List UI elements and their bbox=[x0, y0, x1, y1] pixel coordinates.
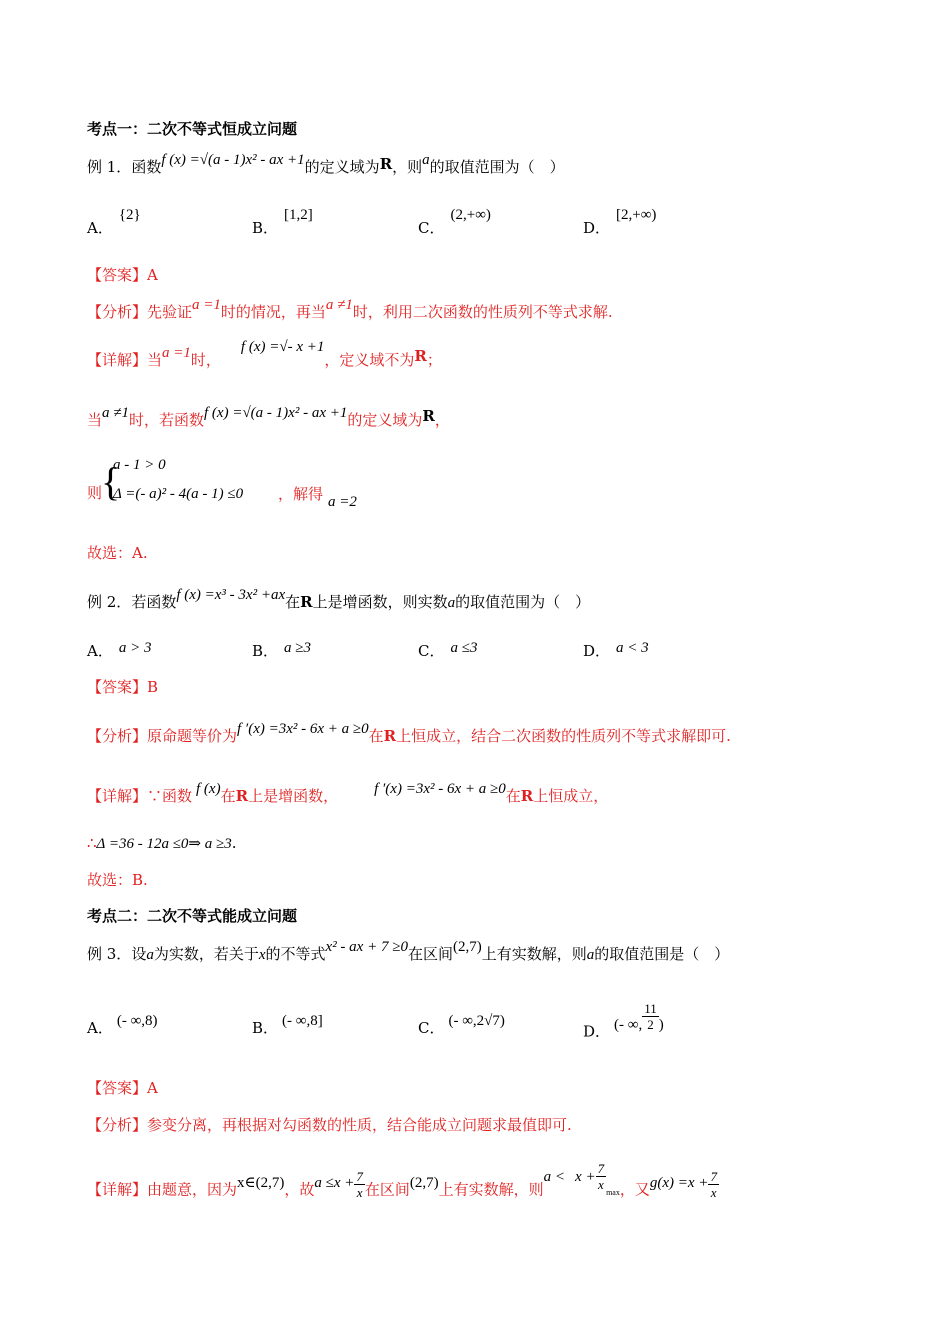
option-b: B．[1,2] bbox=[252, 207, 313, 237]
example-1-question: 例 1．函数f (x) =√(a - 1)x² - ax +1的定义域为R，则a的取值范围为（ ） bbox=[87, 152, 565, 176]
choose-2: 故选：B. bbox=[87, 871, 148, 889]
option-a: A．{2} bbox=[87, 207, 141, 237]
answer-3: 【答案】A bbox=[87, 1079, 158, 1097]
example-3-question: 例 3．设a为实数，若关于x的不等式x² - ax + 7 ≥0在区间(2,7)上有实数解，则a的取值范围是（ ） bbox=[87, 939, 730, 963]
math-function: f (x) =√(a - 1)x² - ax +1 bbox=[161, 152, 305, 168]
choose-1: 故选：A. bbox=[87, 544, 148, 562]
detail-1-result: a =2 bbox=[328, 494, 357, 510]
option-a: A． (- ∞,8) bbox=[87, 1013, 158, 1037]
detail-1-line2: 当a ≠1时，若函数f (x) =√(a - 1)x² - ax +1的定义域为R， bbox=[87, 405, 450, 429]
detail-1-solve: ，解得 bbox=[278, 485, 324, 503]
detail-1-line1: 【详解】当a =1时，f (x) =√- x +1，定义域不为R； bbox=[87, 339, 442, 369]
option-d: D．[2,+∞) bbox=[583, 207, 657, 237]
system-line-1: a - 1 > 0 bbox=[113, 457, 166, 473]
analysis-3: 【分析】参变分离，再根据对勾函数的性质，结合能成立问题求最值即可. bbox=[87, 1116, 572, 1134]
option-b: B． a ≥3 bbox=[252, 640, 312, 660]
therefore-2: ∴Δ =36 - 12a ≤0⇒ a ≥3. bbox=[87, 834, 237, 852]
example-label: 例 3． bbox=[87, 945, 132, 963]
answer-1: 【答案】A bbox=[87, 266, 158, 284]
answer-2: 【答案】B bbox=[87, 678, 159, 696]
option-d: D． a < 3 bbox=[583, 640, 649, 660]
detail-2: 【详解】∵函数 f (x)在R上是增函数， f ′(x) =3x² - 6x + a ≥0在R上恒成立， bbox=[87, 781, 609, 805]
example-label: 例 1． bbox=[87, 158, 132, 176]
example-2-question: 例 2．若函数f (x) =x³ - 3x² +ax在R上是增函数，则实数a的取值范围为（ ） bbox=[87, 587, 591, 611]
option-c: C． (- ∞,2√7) bbox=[418, 1013, 505, 1037]
detail-1-system-pre: 则 bbox=[87, 484, 103, 502]
example-label: 例 2． bbox=[87, 593, 132, 611]
detail-3: 【详解】由题意，因为x∈(2,7)，故a ≤x + $\frac{7}{x}$ 在区间(2,7)上有实数解，则a < x + $\frac{7}{x}$ max，又g(x) =x + $\frac{7}{x}$ bbox=[87, 1161, 717, 1200]
analysis-1: 【分析】先验证a =1时的情况，再当a ≠1时，利用二次函数的性质列不等式求解. bbox=[87, 297, 613, 321]
brace-icon: { bbox=[101, 459, 121, 504]
section-heading-1: 考点一：二次不等式恒成立问题 bbox=[87, 120, 298, 138]
section-heading-2: 考点二：二次不等式能成立问题 bbox=[87, 907, 298, 925]
system-line-2: Δ =(- a)² - 4(a - 1) ≤0 bbox=[113, 486, 244, 502]
option-c: C．(2,+∞) bbox=[418, 207, 491, 237]
option-c: C． a ≤3 bbox=[418, 640, 478, 660]
analysis-2: 【分析】原命题等价为f ′(x) =3x² - 6x + a ≥0在R上恒成立，结合二次函数的性质列不等式求解即可. bbox=[87, 721, 731, 745]
option-b: B． (- ∞,8] bbox=[252, 1013, 323, 1037]
option-a: A． a > 3 bbox=[87, 640, 152, 660]
option-d: D． (- ∞, $\frac{11}{2}$ ) bbox=[583, 1001, 664, 1041]
